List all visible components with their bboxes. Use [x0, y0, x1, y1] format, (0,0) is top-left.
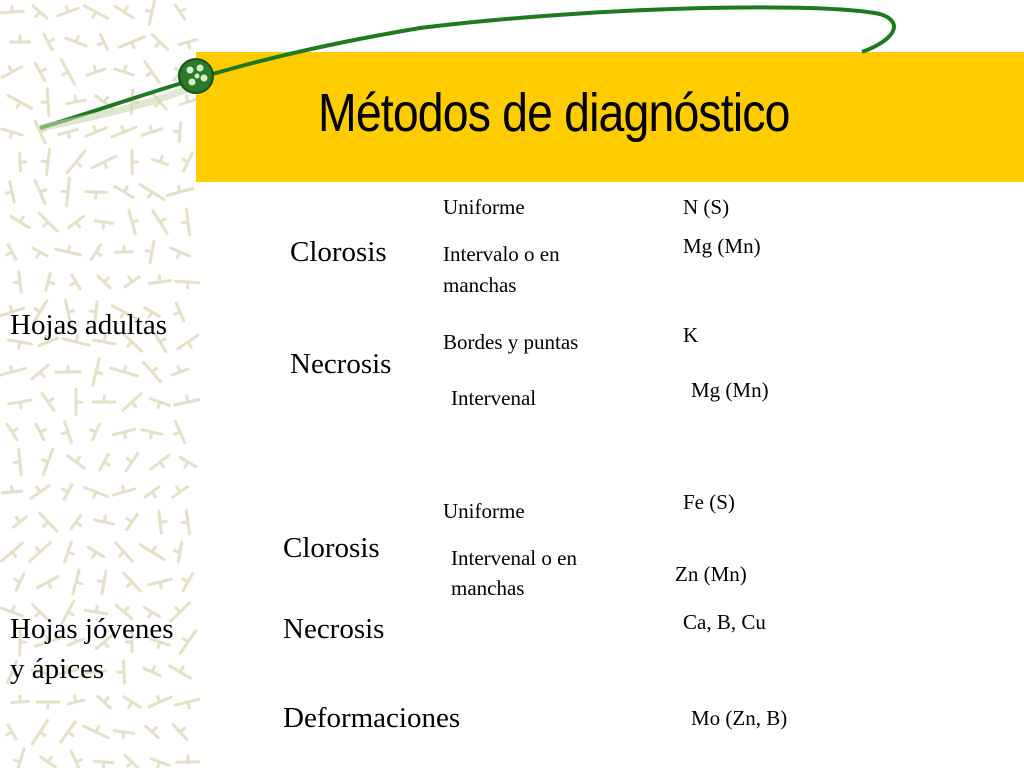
- decor-glyph: [146, 726, 159, 737]
- decor-glyph: [41, 757, 56, 767]
- pattern-intervenal-young-line2: manchas: [451, 576, 525, 600]
- decor-glyph: [32, 365, 48, 379]
- decor-glyph: [174, 303, 183, 321]
- decor-glyph: [71, 275, 80, 289]
- decor-glyph: [172, 487, 187, 498]
- group-label-young-leaves-line1: Hojas jóvenes: [10, 613, 174, 645]
- decor-glyph: [68, 696, 84, 704]
- decor-glyph: [95, 761, 114, 768]
- decor-glyph: [31, 486, 49, 499]
- decor-glyph: [12, 696, 29, 703]
- group-label-young-leaves-line2: y ápices: [10, 653, 105, 685]
- decor-glyph: [91, 425, 100, 440]
- pattern-intervalo-adult-line1: Intervalo o en: [443, 242, 560, 266]
- decor-glyph: [116, 246, 133, 252]
- decor-glyph: [14, 450, 21, 475]
- decor-glyph: [173, 725, 187, 740]
- nutrient-intervenal-adult: Mg (Mn): [691, 378, 769, 402]
- decor-glyph: [125, 755, 139, 768]
- decor-glyph: [98, 571, 106, 594]
- nutrient-uniforme-young: Fe (S): [683, 490, 735, 514]
- decor-glyph: [62, 421, 71, 442]
- decor-glyph: [42, 394, 54, 411]
- decor-glyph: [14, 517, 27, 527]
- decor-glyph: [37, 702, 59, 708]
- pattern-intervalo-adult-line2: manchas: [443, 273, 517, 297]
- decor-glyph: [68, 216, 83, 228]
- decor-glyph: [129, 210, 138, 233]
- decor-glyph: [182, 510, 190, 533]
- nutrient-necrosis-young: Ca, B, Cu: [683, 610, 766, 634]
- nutrient-deformaciones-young: Mo (Zn, B): [691, 706, 788, 730]
- symptom-necrosis-adult: Necrosis: [290, 348, 392, 380]
- decor-glyph: [36, 424, 46, 440]
- decor-glyph: [0, 366, 25, 375]
- nutrient-intervalo-adult: Mg (Mn): [683, 234, 761, 258]
- decor-glyph: [127, 514, 138, 530]
- nutrient-intervenal-young: Zn (Mn): [675, 562, 747, 586]
- decor-glyph: [177, 756, 199, 762]
- decor-glyph: [98, 696, 111, 708]
- decor-glyph: [114, 731, 134, 738]
- decor-glyph: [14, 272, 21, 291]
- symptom-clorosis-adult: Clorosis: [290, 236, 387, 268]
- decor-glyph: [118, 661, 125, 683]
- decor-glyph: [91, 245, 101, 260]
- decor-glyph: [178, 335, 198, 348]
- decor-glyph: [144, 667, 161, 676]
- decor-glyph: [180, 457, 195, 467]
- decor-glyph: [153, 211, 167, 233]
- decor-glyph: [142, 430, 162, 438]
- pattern-uniforme-young: Uniforme: [443, 499, 525, 523]
- decor-glyph: [7, 245, 16, 259]
- decor-glyph: [38, 576, 59, 587]
- decor-glyph: [86, 192, 106, 198]
- decor-glyph: [11, 216, 29, 227]
- decor-glyph: [113, 486, 135, 495]
- decor-glyph: [30, 543, 50, 561]
- group-label-adult-leaves: Hojas adultas: [10, 309, 168, 341]
- decor-glyph: [150, 399, 169, 408]
- decor-glyph: [116, 543, 132, 561]
- decor-glyph: [146, 241, 154, 262]
- decor-glyph: [3, 486, 22, 493]
- decor-glyph: [2, 543, 23, 561]
- decor-glyph: [46, 274, 54, 291]
- decor-glyph: [124, 573, 141, 591]
- pattern-intervenal-adult: Intervenal: [451, 386, 537, 410]
- decor-glyph: [151, 759, 169, 768]
- decor-glyph: [149, 579, 172, 588]
- decor-glyph: [95, 516, 114, 524]
- decor-glyph: [171, 248, 190, 257]
- decor-glyph: [126, 453, 138, 470]
- decor-glyph: [32, 720, 47, 743]
- decor-glyph: [88, 547, 104, 557]
- decor-glyph: [56, 366, 80, 372]
- decor-glyph: [39, 513, 56, 531]
- decor-glyph: [7, 725, 16, 739]
- decor-glyph: [180, 631, 196, 654]
- decor-glyph: [84, 726, 108, 737]
- decor-glyph: [111, 366, 138, 376]
- decor-glyph: [145, 487, 159, 497]
- decor-glyph: [100, 454, 110, 470]
- decor-glyph: [124, 697, 141, 707]
- decor-glyph: [55, 246, 80, 255]
- decor-glyph: [9, 400, 31, 408]
- decor-glyph: [95, 221, 113, 228]
- decor-glyph: [143, 362, 160, 381]
- pattern-intervenal-young-line1: Intervenal o en: [451, 546, 577, 570]
- decor-glyph: [174, 396, 200, 405]
- decor-glyph: [98, 276, 110, 288]
- nutrient-uniforme-adult: N (S): [683, 195, 730, 219]
- green-dot-ornament-icon: [179, 59, 213, 93]
- decor-glyph: [15, 574, 24, 590]
- decor-glyph: [71, 515, 81, 528]
- decor-glyph: [150, 276, 171, 283]
- decor-glyph: [170, 666, 190, 678]
- nutrient-bordes-adult: K: [683, 323, 699, 347]
- decor-glyph: [14, 749, 24, 768]
- decor-glyph: [7, 425, 17, 440]
- decor-glyph: [33, 248, 47, 257]
- decor-glyph: [84, 487, 107, 497]
- symptom-necrosis-young: Necrosis: [283, 613, 385, 645]
- decor-glyph: [42, 449, 52, 474]
- decor-glyph: [183, 573, 193, 590]
- decor-glyph: [71, 751, 82, 768]
- symptom-deformaciones-young: Deformaciones: [283, 702, 461, 734]
- decor-glyph: [61, 722, 75, 742]
- decor-glyph: [68, 456, 85, 468]
- decor-glyph: [175, 699, 200, 708]
- decor-glyph: [140, 545, 163, 560]
- decor-glyph: [93, 359, 102, 385]
- decor-glyph: [73, 570, 82, 594]
- symptom-clorosis-young: Clorosis: [283, 532, 380, 564]
- slide-title: Métodos de diagnóstico: [318, 83, 790, 143]
- decor-glyph: [63, 485, 72, 499]
- decor-glyph: [149, 697, 171, 707]
- pattern-uniforme-adult: Uniforme: [443, 195, 525, 219]
- pattern-bordes-adult: Bordes y puntas: [443, 330, 579, 354]
- decor-glyph: [174, 542, 182, 562]
- decor-glyph: [65, 542, 74, 562]
- decor-glyph: [76, 389, 82, 414]
- decor-glyph: [182, 209, 190, 235]
- decor-glyph: [151, 455, 169, 469]
- decor-glyph: [113, 429, 134, 438]
- decor-glyph: [39, 213, 57, 231]
- decor-glyph: [172, 366, 188, 375]
- decor-glyph: [125, 277, 139, 287]
- decor-glyph: [123, 394, 141, 411]
- decor-glyph: [176, 281, 201, 288]
- decor-glyph: [93, 396, 114, 402]
- decor-glyph: [174, 421, 184, 443]
- decor-glyph: [159, 511, 166, 533]
